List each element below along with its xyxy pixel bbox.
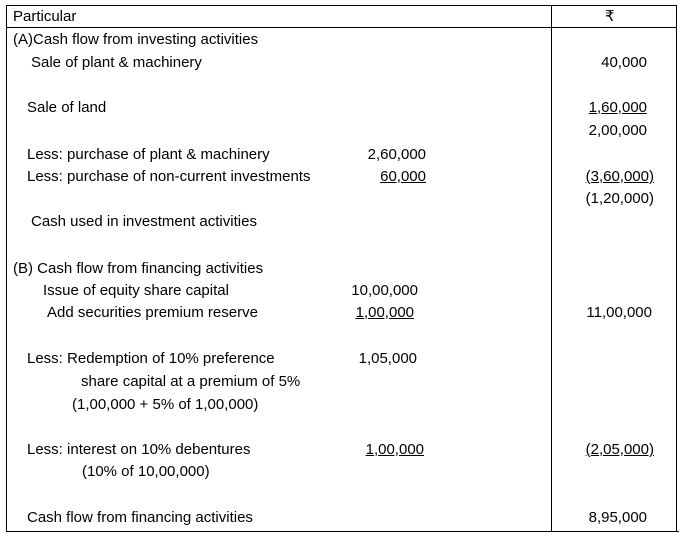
purchase-total: (3,60,000) [585,168,654,185]
purchase-plant-label: Less: purchase of plant & machinery [27,146,270,163]
header-divider [6,27,677,28]
equity-amount: 10,00,000 [351,282,418,299]
financing-title: (B) Cash flow from financing activities [13,260,264,277]
premium-amount: 1,00,000 [355,304,414,321]
investing-subtotal: 2,00,000 [588,122,647,139]
sale-land-amount: 1,60,000 [588,99,647,116]
premium-label: Add securities premium reserve [47,304,258,321]
financing-net: 8,95,000 [588,509,647,526]
redemption-line1: Less: Redemption of 10% preference [27,350,275,367]
financing-net-label: Cash flow from financing activities [27,509,253,526]
redemption-amount: 1,05,000 [358,350,417,367]
financing-subtotal: 11,00,000 [586,304,652,321]
corner-mark [671,531,679,532]
interest-amount: 1,00,000 [365,441,424,458]
sale-plant-label: Sale of plant & machinery [31,54,202,71]
header-particular: Particular [13,8,77,25]
sale-land-label: Sale of land [27,99,107,116]
interest-line2: (10% of 10,00,000) [82,463,210,480]
purchase-plant-amount: 2,60,000 [367,146,426,163]
redemption-line2: share capital at a premium of 5% [81,373,301,390]
rupee-icon: ₹ [605,8,615,25]
interest-line1: Less: interest on 10% debentures [27,441,251,458]
column-divider [551,5,552,532]
equity-label: Issue of equity share capital [43,282,229,299]
purchase-investments-label: Less: purchase of non-current investments [27,168,311,185]
purchase-investments-amount: 60,000 [380,168,426,185]
sale-plant-amount: 40,000 [601,54,647,71]
investing-used-label: Cash used in investment activities [31,213,257,230]
investing-title: (A)Cash flow from investing activities [13,31,259,48]
investing-net: (1,20,000) [585,190,654,207]
redemption-line3: (1,00,000 + 5% of 1,00,000) [72,396,259,413]
interest-total: (2,05,000) [585,441,654,458]
